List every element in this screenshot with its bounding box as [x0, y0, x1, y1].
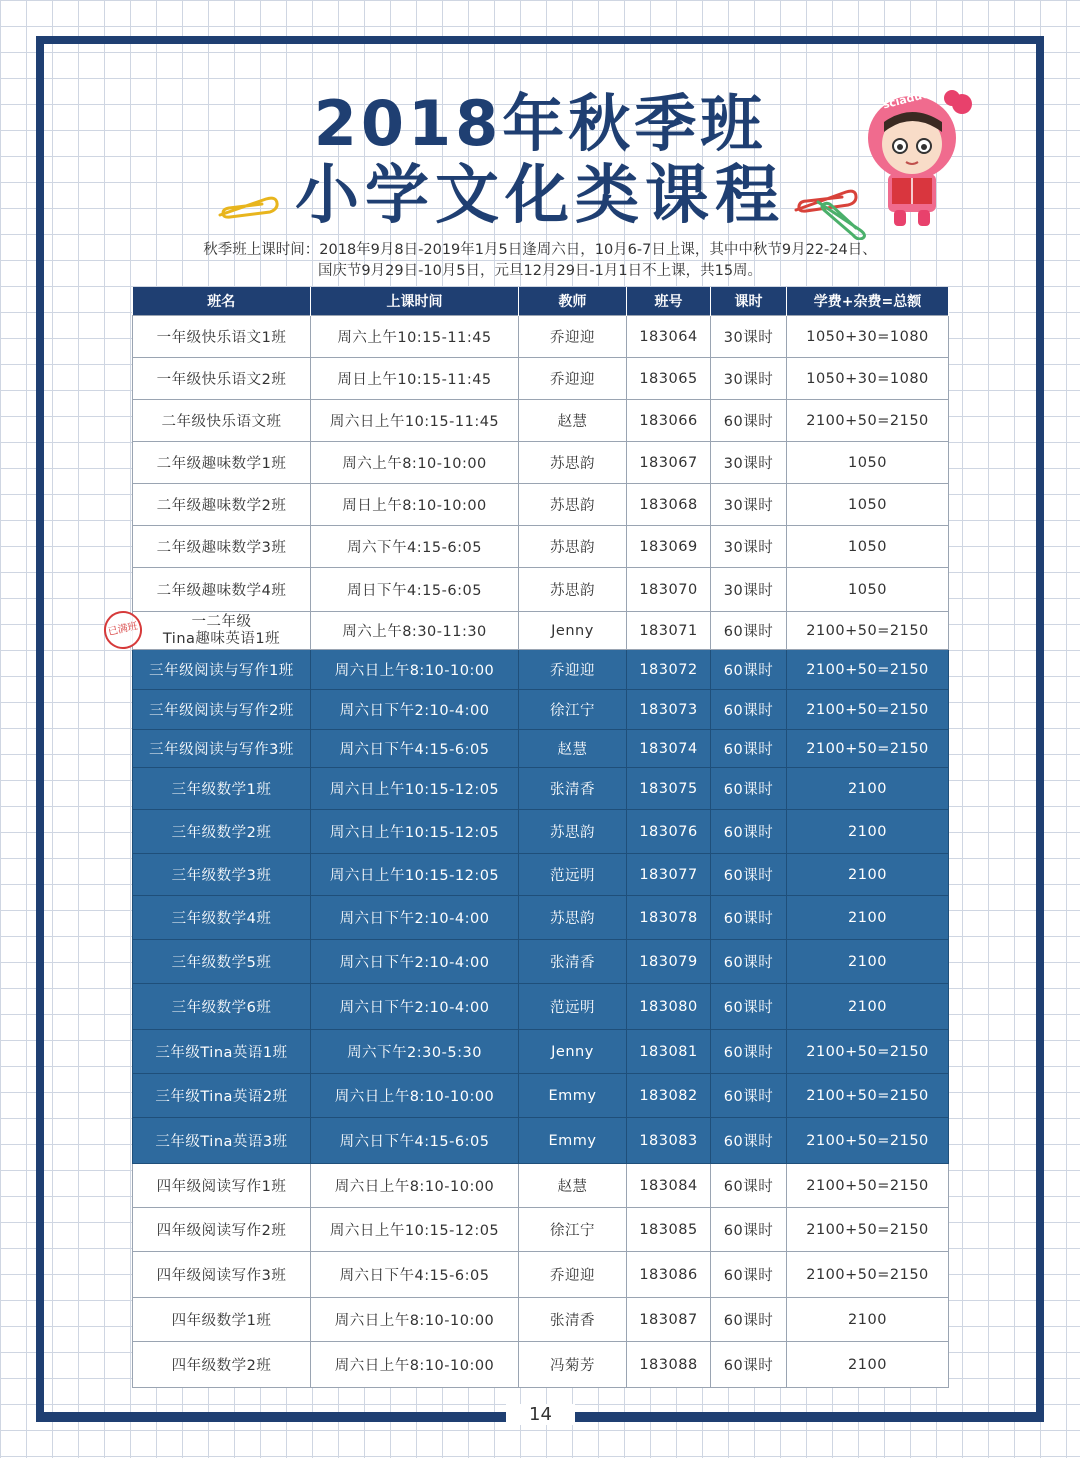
cell-time: 周日上午10:15-11:45 [311, 358, 519, 400]
cell-teacher: 苏思韵 [519, 896, 627, 940]
cell-hours: 60课时 [711, 768, 787, 810]
cell-teacher: 乔迎迎 [519, 1252, 627, 1298]
table-row [133, 1208, 949, 1252]
cell-time: 周日下午4:15-6:05 [311, 568, 519, 612]
cell-teacher: 徐江宁 [519, 690, 627, 730]
info-line-2: 国庆节9月29日-10月5日，元旦12月29日-1月1日不上课，共15周。 [317, 263, 763, 279]
cell-teacher: 赵慧 [519, 1164, 627, 1208]
cell-time: 周六日上午8:10-10:00 [311, 1074, 519, 1118]
table-row [133, 690, 949, 730]
table-row [133, 650, 949, 690]
cell-class-name: 二年级快乐语文班 [133, 400, 311, 442]
cell-class-no: 183074 [627, 730, 711, 768]
cell-hours: 60课时 [711, 650, 787, 690]
table-row [133, 1030, 949, 1074]
cell-teacher: 苏思韵 [519, 442, 627, 484]
cell-class-name: 三年级Tina英语3班 [133, 1118, 311, 1164]
cell-time: 周六上午10:15-11:45 [311, 316, 519, 358]
table-row [133, 730, 949, 768]
cell-class-no: 183084 [627, 1164, 711, 1208]
cell-class-no: 183076 [627, 810, 711, 854]
header-teacher: 教师 [519, 287, 627, 316]
cell-fee: 2100+50=2150 [787, 400, 949, 442]
cell-hours: 60课时 [711, 1030, 787, 1074]
cell-time: 周六日下午2:10-4:00 [311, 896, 519, 940]
cell-class-name: 二年级趣味数学3班 [133, 526, 311, 568]
cell-class-name: 一年级快乐语文2班 [133, 358, 311, 400]
cell-class-no: 183082 [627, 1074, 711, 1118]
cell-class-name: 二年级趣味数学1班 [133, 442, 311, 484]
cell-time: 周六日上午8:10-10:00 [311, 1164, 519, 1208]
cell-class-no: 183085 [627, 1208, 711, 1252]
cell-hours: 60课时 [711, 984, 787, 1030]
table-row [133, 984, 949, 1030]
header-hours: 课时 [711, 287, 787, 316]
cell-teacher: 乔迎迎 [519, 650, 627, 690]
cell-class-no: 183075 [627, 768, 711, 810]
table-row [133, 940, 949, 984]
cell-fee: 2100+50=2150 [787, 1030, 949, 1074]
cell-teacher: 冯菊芳 [519, 1342, 627, 1388]
cell-time: 周六下午4:15-6:05 [311, 526, 519, 568]
cell-class-name: 一年级快乐语文1班 [133, 316, 311, 358]
cell-fee: 2100 [787, 940, 949, 984]
table-row [133, 1298, 949, 1342]
cell-class-no: 183067 [627, 442, 711, 484]
title-line-2: 小学文化类课程 [295, 159, 785, 233]
cell-teacher: 苏思韵 [519, 484, 627, 526]
cell-time: 周六上午8:30-11:30 [311, 612, 519, 650]
frame-bottom-right [575, 1412, 1044, 1422]
cell-class-no: 183066 [627, 400, 711, 442]
cell-fee: 2100 [787, 810, 949, 854]
cell-time: 周六日下午4:15-6:05 [311, 730, 519, 768]
cell-class-name: 四年级阅读写作3班 [133, 1252, 311, 1298]
cell-fee: 2100+50=2150 [787, 1164, 949, 1208]
cell-class-no: 183065 [627, 358, 711, 400]
cell-hours: 60课时 [711, 810, 787, 854]
cell-class-name: 三年级Tina英语2班 [133, 1074, 311, 1118]
cell-hours: 60课时 [711, 1342, 787, 1388]
cell-time: 周六日上午10:15-12:05 [311, 1208, 519, 1252]
cell-teacher: 张清香 [519, 940, 627, 984]
cell-time: 周六日下午2:10-4:00 [311, 690, 519, 730]
cell-teacher: 徐江宁 [519, 1208, 627, 1252]
info-line-1: 秋季班上课时间：2018年9月8日-2019年1月5日逢周六日，10月6-7日上课，其中中秋节9月22-24日、 [203, 242, 877, 258]
cell-fee: 1050+30=1080 [787, 358, 949, 400]
cell-teacher: 张清香 [519, 768, 627, 810]
cell-class-name: 四年级阅读写作1班 [133, 1164, 311, 1208]
cell-fee: 1050+30=1080 [787, 316, 949, 358]
cell-teacher: 苏思韵 [519, 810, 627, 854]
cell-fee: 2100 [787, 854, 949, 896]
table-row [133, 1342, 949, 1388]
mascot-girl-icon [862, 82, 972, 232]
cell-teacher: Jenny [519, 612, 627, 650]
cell-hours: 60课时 [711, 940, 787, 984]
cell-time: 周六日上午10:15-11:45 [311, 400, 519, 442]
cell-fee: 2100+50=2150 [787, 1252, 949, 1298]
cell-class-name: 三年级数学4班 [133, 896, 311, 940]
cell-teacher: Jenny [519, 1030, 627, 1074]
cell-class-no: 183087 [627, 1298, 711, 1342]
cell-time: 周六日下午2:10-4:00 [311, 940, 519, 984]
cell-class-name: 三年级数学6班 [133, 984, 311, 1030]
cell-hours: 60课时 [711, 1298, 787, 1342]
cell-teacher: Emmy [519, 1118, 627, 1164]
cell-teacher: 赵慧 [519, 400, 627, 442]
cell-hours: 60课时 [711, 400, 787, 442]
cell-class-no: 183068 [627, 484, 711, 526]
table-row [133, 1252, 949, 1298]
cell-class-no: 183073 [627, 690, 711, 730]
cell-fee: 2100+50=2150 [787, 1074, 949, 1118]
cell-class-name-line: 一二年级 [191, 613, 252, 630]
cell-hours: 30课时 [711, 442, 787, 484]
cell-teacher: 范远明 [519, 854, 627, 896]
cell-class-name [133, 612, 311, 650]
frame-bottom-left [36, 1412, 506, 1422]
cell-hours: 60课时 [711, 612, 787, 650]
cell-hours: 60课时 [711, 1074, 787, 1118]
cell-time: 周六日下午2:10-4:00 [311, 984, 519, 1030]
cell-class-no: 183072 [627, 650, 711, 690]
cell-time: 周六上午8:10-10:00 [311, 442, 519, 484]
cell-hours: 30课时 [711, 358, 787, 400]
cell-time: 周六日下午4:15-6:05 [311, 1118, 519, 1164]
cell-hours: 60课时 [711, 854, 787, 896]
cell-teacher: 苏思韵 [519, 526, 627, 568]
cell-class-no: 183079 [627, 940, 711, 984]
cell-time: 周六下午2:30-5:30 [311, 1030, 519, 1074]
cell-fee: 1050 [787, 526, 949, 568]
full-class-stamp: 已满班 [100, 607, 145, 652]
cell-teacher: 赵慧 [519, 730, 627, 768]
table-row [133, 810, 949, 854]
cell-class-name: 三年级数学3班 [133, 854, 311, 896]
cell-class-name: 三年级阅读与写作1班 [133, 650, 311, 690]
cell-teacher: 乔迎迎 [519, 358, 627, 400]
cell-class-no: 183080 [627, 984, 711, 1030]
cell-hours: 60课时 [711, 1208, 787, 1252]
cell-fee: 2100+50=2150 [787, 1118, 949, 1164]
cell-teacher: Emmy [519, 1074, 627, 1118]
cell-teacher: 乔迎迎 [519, 316, 627, 358]
cell-class-name: 二年级趣味数学2班 [133, 484, 311, 526]
cell-time: 周六日上午10:15-12:05 [311, 854, 519, 896]
cell-class-name: 三年级阅读与写作3班 [133, 730, 311, 768]
cell-class-name: 三年级数学2班 [133, 810, 311, 854]
table-row [133, 612, 949, 650]
cell-teacher: 张清香 [519, 1298, 627, 1342]
table-row [133, 568, 949, 612]
cell-hours: 60课时 [711, 1252, 787, 1298]
table-row [133, 358, 949, 400]
cell-fee: 2100+50=2150 [787, 650, 949, 690]
cell-hours: 60课时 [711, 1164, 787, 1208]
table-header-row [133, 287, 949, 316]
title-line-1: 2018年秋季班 [313, 87, 767, 160]
cell-fee: 1050 [787, 484, 949, 526]
cell-time: 周六日上午8:10-10:00 [311, 1342, 519, 1388]
cell-time: 周六日上午8:10-10:00 [311, 1298, 519, 1342]
cell-class-name: 三年级数学5班 [133, 940, 311, 984]
header-fee: 学费+杂费=总额 [787, 287, 949, 316]
cell-class-no: 183077 [627, 854, 711, 896]
cell-hours: 30课时 [711, 316, 787, 358]
cell-class-name: 三年级数学1班 [133, 768, 311, 810]
page-number: 14 [506, 1404, 575, 1425]
mascot-label: sciaduce [881, 85, 937, 112]
table-row [133, 442, 949, 484]
table-row [133, 768, 949, 810]
cell-class-name: 三年级阅读与写作2班 [133, 690, 311, 730]
header-class-name: 班名 [133, 287, 311, 316]
cell-fee: 2100 [787, 1342, 949, 1388]
cell-fee: 2100+50=2150 [787, 730, 949, 768]
cell-time: 周六日上午8:10-10:00 [311, 650, 519, 690]
cell-hours: 60课时 [711, 896, 787, 940]
cell-teacher: 苏思韵 [519, 568, 627, 612]
cell-fee: 1050 [787, 568, 949, 612]
cell-teacher: 范远明 [519, 984, 627, 1030]
cell-class-no: 183070 [627, 568, 711, 612]
cell-hours: 60课时 [711, 1118, 787, 1164]
cell-hours: 60课时 [711, 730, 787, 768]
cell-class-name-line: Tina趣味英语1班 [162, 630, 281, 647]
cell-fee: 1050 [787, 442, 949, 484]
cell-class-name: 四年级阅读写作2班 [133, 1208, 311, 1252]
header-class-no: 班号 [627, 287, 711, 316]
cell-class-no: 183083 [627, 1118, 711, 1164]
cell-fee: 2100 [787, 1298, 949, 1342]
cell-class-name: 四年级数学1班 [133, 1298, 311, 1342]
table-row [133, 1164, 949, 1208]
header-time: 上课时间 [311, 287, 519, 316]
cell-class-no: 183071 [627, 612, 711, 650]
cell-time: 周六日上午10:15-12:05 [311, 810, 519, 854]
cell-time: 周六日上午10:15-12:05 [311, 768, 519, 810]
cell-time: 周日上午8:10-10:00 [311, 484, 519, 526]
schedule-info [140, 240, 940, 282]
cell-hours: 30课时 [711, 568, 787, 612]
table-row [133, 400, 949, 442]
cell-fee: 2100 [787, 896, 949, 940]
table-row [133, 484, 949, 526]
table-row [133, 316, 949, 358]
cell-hours: 60课时 [711, 690, 787, 730]
cell-class-no: 183081 [627, 1030, 711, 1074]
cell-fee: 2100+50=2150 [787, 612, 949, 650]
cell-time: 周六日下午4:15-6:05 [311, 1252, 519, 1298]
cell-class-no: 183064 [627, 316, 711, 358]
page-title [200, 88, 880, 232]
cell-class-no: 183069 [627, 526, 711, 568]
cell-fee: 2100+50=2150 [787, 690, 949, 730]
table-row [133, 896, 949, 940]
cell-class-name: 四年级数学2班 [133, 1342, 311, 1388]
cell-fee: 2100 [787, 768, 949, 810]
course-table [132, 287, 949, 1388]
cell-hours: 30课时 [711, 526, 787, 568]
table-row [133, 854, 949, 896]
table-row [133, 1074, 949, 1118]
cell-hours: 30课时 [711, 484, 787, 526]
cell-class-no: 183088 [627, 1342, 711, 1388]
cell-fee: 2100 [787, 984, 949, 1030]
table-row [133, 526, 949, 568]
cell-class-no: 183078 [627, 896, 711, 940]
cell-class-name: 二年级趣味数学4班 [133, 568, 311, 612]
paperclip-yellow-icon [214, 193, 280, 223]
cell-class-name: 三年级Tina英语1班 [133, 1030, 311, 1074]
table-row [133, 1118, 949, 1164]
cell-fee: 2100+50=2150 [787, 1208, 949, 1252]
cell-class-no: 183086 [627, 1252, 711, 1298]
